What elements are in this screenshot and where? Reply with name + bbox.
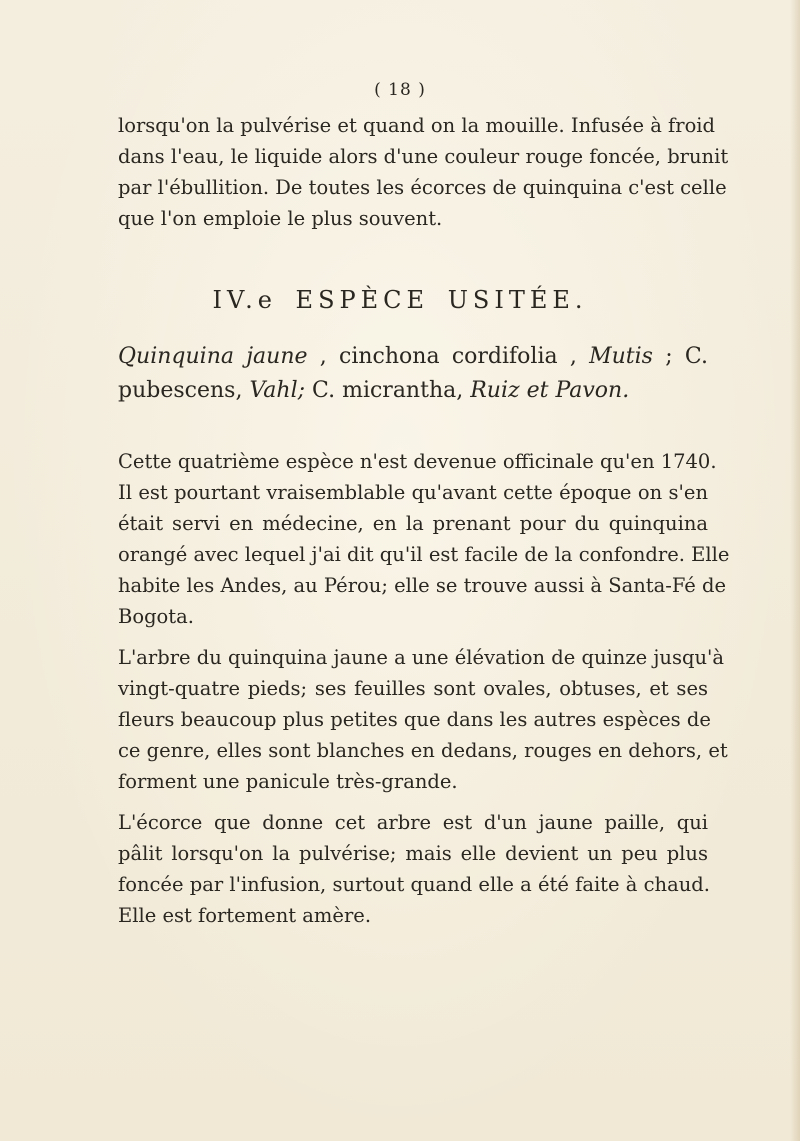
text-line: Il est pourtant vraisemblable qu'avant cette époque on s'en [118,481,708,504]
common-name-qualifier: jaune [246,344,308,369]
separator: , [319,344,327,369]
author-name: Ruiz et Pavon. [470,378,630,403]
latin-name: cinchona cordifolia [339,344,558,369]
text-line: L'arbre du quinquina jaune a une élévation de quinze jusqu'à [118,646,724,669]
page-number: ( 18 ) [374,80,426,100]
author-name: Mutis [589,344,653,369]
text-line: par l'ébullition. De toutes les écorces de quinquina c'est celle [118,176,727,199]
text-line: vingt-quatre pieds; ses feuilles sont ovales, obtuses, et ses [118,677,708,700]
latin-name: pubescens, [118,378,243,403]
text-line: dans l'eau, le liquide alors d'une couleur rouge foncée, brunit [118,145,729,168]
common-name: Quinquina [118,344,234,369]
text-line: Bogota. [118,605,194,628]
latin-name: C. micrantha, [312,378,464,403]
text-line: orangé avec lequel j'ai dit qu'il est facile de la confondre. Elle [118,543,730,566]
text-line: Cette quatrième espèce n'est devenue officinale qu'en 1740. [118,450,717,473]
text-line: fleurs beaucoup plus petites que dans les autres espèces de [118,708,711,731]
separator: ; [665,344,673,369]
species-line-2 [118,380,708,402]
text-line: pâlit lorsqu'on la pulvérise; mais elle devient un peu plus [118,842,708,865]
text-line: lorsqu'on la pulvérise et quand on la mouille. Infusée à froid [118,114,716,137]
text-line: forment une panicule très-grande. [118,770,458,793]
text-line: que l'on emploie le plus souvent. [118,207,443,230]
author-name: Vahl; [249,378,306,403]
page-edge-shadow [790,0,800,1141]
text-line: ce genre, elles sont blanches en dedans, rouges en dehors, et [118,739,728,762]
text-line: habite les Andes, au Pérou; elle se trouve aussi à Santa-Fé de [118,574,727,597]
text-line: était servi en médecine, en la prenant pour du quinquina [118,512,708,535]
section-heading: IV.e ESPÈCE USITÉE. [212,286,588,314]
text-line: L'écorce que donne cet arbre est d'un jaune paille, qui [118,811,708,834]
separator: , [569,344,577,369]
latin-name: C. [684,344,708,369]
species-line-1 [118,346,708,368]
text-line: Elle est fortement amère. [118,904,372,927]
text-line: foncée par l'infusion, surtout quand elle a été faite à chaud. [118,873,710,896]
